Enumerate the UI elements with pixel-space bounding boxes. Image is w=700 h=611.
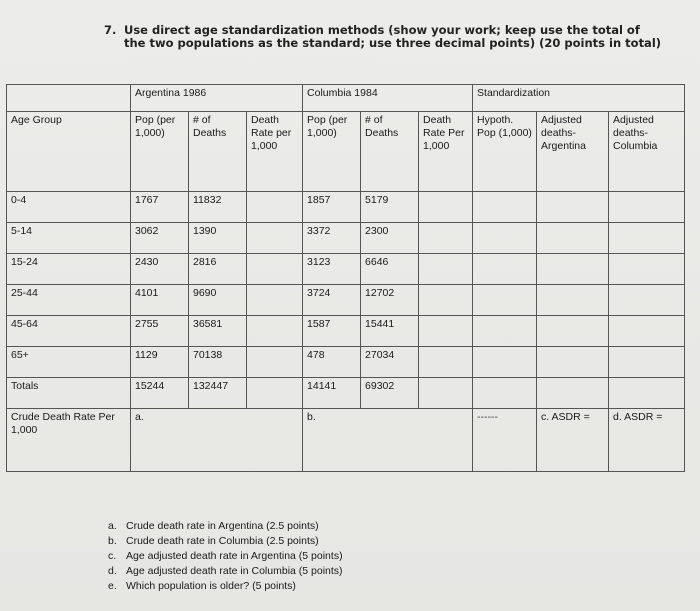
question-item-text: Age adjusted death rate in Argentina (5 points) [126, 550, 343, 562]
empty-answer-cell[interactable] [609, 378, 685, 409]
question-item [108, 549, 343, 564]
col-header-col-deaths: # of Deaths [361, 112, 419, 192]
question-item [108, 534, 343, 549]
question-number: 7. [104, 23, 117, 37]
answer-d-cell[interactable]: d. ASDR = [609, 409, 685, 472]
col-deaths-cell: 6646 [361, 254, 419, 285]
empty-answer-cell[interactable] [419, 285, 473, 316]
empty-answer-cell[interactable] [609, 347, 685, 378]
empty-answer-cell[interactable] [473, 285, 537, 316]
age-group-cell: 65+ [7, 347, 131, 378]
empty-answer-cell[interactable] [609, 254, 685, 285]
empty-answer-cell[interactable] [537, 254, 609, 285]
answer-b-cell[interactable]: b. [303, 409, 473, 472]
empty-answer-cell[interactable] [609, 223, 685, 254]
empty-answer-cell[interactable] [419, 223, 473, 254]
question-letter: a. [108, 520, 117, 532]
table-row [7, 347, 685, 378]
table-row [7, 316, 685, 347]
col-deaths-cell: 2300 [361, 223, 419, 254]
question-letter: d. [108, 565, 117, 577]
empty-answer-cell[interactable] [419, 378, 473, 409]
empty-answer-cell[interactable] [419, 254, 473, 285]
table-row [7, 378, 685, 409]
empty-answer-cell[interactable] [419, 192, 473, 223]
arg-deaths-cell: 1390 [189, 223, 247, 254]
group-header-standardization: Standardization [473, 85, 685, 112]
question-item-text: Which population is older? (5 points) [126, 580, 296, 592]
dashes-cell: ------ [473, 409, 537, 472]
col-pop-cell: 14141 [303, 378, 361, 409]
question-item-text: Age adjusted death rate in Columbia (5 points) [126, 565, 343, 577]
col-pop-cell: 1587 [303, 316, 361, 347]
arg-pop-cell: 3062 [131, 223, 189, 254]
empty-answer-cell[interactable] [537, 378, 609, 409]
answer-a-cell[interactable]: a. [131, 409, 303, 472]
answer-c-cell[interactable]: c. ASDR = [537, 409, 609, 472]
age-group-cell: 15-24 [7, 254, 131, 285]
col-deaths-cell: 15441 [361, 316, 419, 347]
table-row [7, 285, 685, 316]
empty-answer-cell[interactable] [473, 192, 537, 223]
question-letter: c. [108, 550, 117, 562]
col-header-arg-rate: Death Rate per 1,000 [247, 112, 303, 192]
standardization-table [6, 84, 685, 472]
empty-answer-cell[interactable] [247, 192, 303, 223]
col-deaths-cell: 69302 [361, 378, 419, 409]
empty-answer-cell[interactable] [473, 378, 537, 409]
col-header-adj-arg: Adjusted deaths- Argentina [537, 112, 609, 192]
empty-answer-cell[interactable] [247, 316, 303, 347]
crude-rate-label: Crude Death Rate Per 1,000 [7, 409, 131, 472]
question-item [108, 579, 343, 594]
col-header-adj-col: Adjusted deaths- Columbia [609, 112, 685, 192]
empty-answer-cell[interactable] [247, 347, 303, 378]
col-pop-cell: 478 [303, 347, 361, 378]
col-pop-cell: 1857 [303, 192, 361, 223]
col-header-arg-pop: Pop (per 1,000) [131, 112, 189, 192]
empty-answer-cell[interactable] [247, 285, 303, 316]
empty-answer-cell[interactable] [247, 378, 303, 409]
col-header-col-pop: Pop (per 1,000) [303, 112, 361, 192]
question-item [108, 564, 343, 579]
arg-deaths-cell: 70138 [189, 347, 247, 378]
blank-corner [7, 85, 131, 112]
empty-answer-cell[interactable] [537, 192, 609, 223]
age-group-cell: Totals [7, 378, 131, 409]
question-heading [104, 24, 664, 50]
col-header-age-group: Age Group [7, 112, 131, 192]
col-header-col-rate: Death Rate Per 1,000 [419, 112, 473, 192]
group-header-argentina: Argentina 1986 [131, 85, 303, 112]
group-header-columbia: Columbia 1984 [303, 85, 473, 112]
empty-answer-cell[interactable] [609, 192, 685, 223]
empty-answer-cell[interactable] [609, 316, 685, 347]
empty-answer-cell[interactable] [419, 347, 473, 378]
question-item-text: Crude death rate in Argentina (2.5 points) [126, 520, 319, 532]
arg-pop-cell: 1767 [131, 192, 189, 223]
col-deaths-cell: 27034 [361, 347, 419, 378]
col-header-hyp-pop: Hypoth. Pop (1,000) [473, 112, 537, 192]
arg-deaths-cell: 2816 [189, 254, 247, 285]
question-list [108, 519, 343, 594]
col-header-arg-deaths: # of Deaths [189, 112, 247, 192]
empty-answer-cell[interactable] [537, 347, 609, 378]
empty-answer-cell[interactable] [473, 254, 537, 285]
question-text: Use direct age standardization methods (show your work; keep use the total of the two populations as the standard; use three decimal points) (20 points in total) [124, 23, 662, 50]
col-deaths-cell: 5179 [361, 192, 419, 223]
question-letter: e. [108, 580, 117, 592]
col-pop-cell: 3123 [303, 254, 361, 285]
col-pop-cell: 3372 [303, 223, 361, 254]
empty-answer-cell[interactable] [473, 347, 537, 378]
age-group-cell: 25-44 [7, 285, 131, 316]
empty-answer-cell[interactable] [247, 254, 303, 285]
age-group-cell: 45-64 [7, 316, 131, 347]
arg-deaths-cell: 9690 [189, 285, 247, 316]
table-row [7, 254, 685, 285]
empty-answer-cell[interactable] [537, 223, 609, 254]
question-letter: b. [108, 535, 117, 547]
empty-answer-cell[interactable] [537, 285, 609, 316]
arg-pop-cell: 15244 [131, 378, 189, 409]
arg-pop-cell: 4101 [131, 285, 189, 316]
empty-answer-cell[interactable] [537, 316, 609, 347]
empty-answer-cell[interactable] [609, 285, 685, 316]
question-item [108, 519, 343, 534]
age-group-cell: 5-14 [7, 223, 131, 254]
empty-answer-cell[interactable] [419, 316, 473, 347]
age-group-cell: 0-4 [7, 192, 131, 223]
arg-deaths-cell: 36581 [189, 316, 247, 347]
col-deaths-cell: 12702 [361, 285, 419, 316]
empty-answer-cell[interactable] [473, 223, 537, 254]
table-row [7, 192, 685, 223]
arg-deaths-cell: 11832 [189, 192, 247, 223]
empty-answer-cell[interactable] [247, 223, 303, 254]
arg-pop-cell: 2755 [131, 316, 189, 347]
question-item-text: Crude death rate in Columbia (2.5 points) [126, 535, 319, 547]
arg-pop-cell: 1129 [131, 347, 189, 378]
empty-answer-cell[interactable] [473, 316, 537, 347]
col-pop-cell: 3724 [303, 285, 361, 316]
arg-pop-cell: 2430 [131, 254, 189, 285]
arg-deaths-cell: 132447 [189, 378, 247, 409]
table-row [7, 223, 685, 254]
